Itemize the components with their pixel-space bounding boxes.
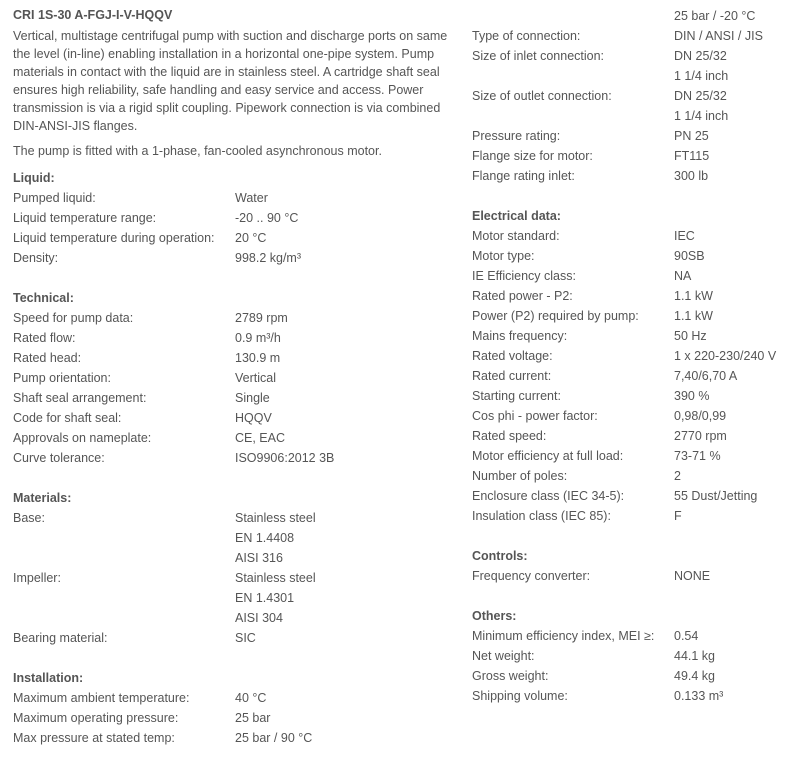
spec-value: CE, EAC [235, 431, 286, 445]
spec-value: 1 x 220-230/240 V [674, 349, 777, 363]
spec-label: Cos phi - power factor: [472, 409, 598, 423]
spec-value: 49.4 kg [674, 669, 716, 683]
spec-value: 90SB [674, 249, 705, 263]
spec-label: Curve tolerance: [13, 451, 105, 465]
spec-label: Gross weight: [472, 669, 549, 683]
spec-value: 1.1 kW [674, 289, 713, 303]
spec-value: 300 lb [674, 169, 709, 183]
spec-label: Rated flow: [13, 331, 76, 345]
spec-label: Insulation class (IEC 85): [472, 509, 611, 523]
spec-value: IEC [674, 229, 695, 243]
spec-label: Enclosure class (IEC 34-5): [472, 489, 625, 503]
spec-value: DN 25/32 [674, 49, 727, 63]
spec-label: Net weight: [472, 649, 535, 663]
spec-value: ISO9906:2012 3B [235, 451, 335, 465]
spec-label: Flange rating inlet: [472, 169, 575, 183]
spec-value: PN 25 [674, 129, 709, 143]
spec-value: 1 1/4 inch [674, 69, 729, 83]
section-heading-installation: Installation: [13, 671, 84, 685]
spec-label: Code for shaft seal: [13, 411, 122, 425]
spec-label: Minimum efficiency index, MEI ≥: [472, 629, 655, 643]
spec-label: Maximum operating pressure: [13, 711, 179, 725]
spec-value: EN 1.4408 [235, 531, 295, 545]
spec-label: Size of outlet connection: [472, 89, 612, 103]
spec-value: EN 1.4301 [235, 591, 295, 605]
spec-label: IE Efficiency class: [472, 269, 576, 283]
motor-note: The pump is fitted with a 1-phase, fan-cooled asynchronous motor. [13, 144, 382, 158]
spec-value: Stainless steel [235, 571, 316, 585]
spec-value: 25 bar [235, 711, 271, 725]
section-heading-controls: Controls: [472, 549, 528, 563]
spec-value: 0.54 [674, 629, 699, 643]
spec-value: 25 bar / 90 °C [235, 731, 313, 745]
spec-value: 73-71 % [674, 449, 721, 463]
spec-label: Frequency converter: [472, 569, 591, 583]
spec-label: Rated power - P2: [472, 289, 573, 303]
spec-value: F [674, 509, 682, 523]
spec-label: Motor standard: [472, 229, 560, 243]
spec-label: Liquid temperature range: [13, 211, 157, 225]
spec-label: Motor type: [472, 249, 535, 263]
spec-label: Rated head: [13, 351, 82, 365]
spec-value: FT115 [674, 149, 710, 163]
spec-label: Pump orientation: [13, 371, 111, 385]
spec-value: -20 .. 90 °C [235, 211, 299, 225]
spec-label: Size of inlet connection: [472, 49, 605, 63]
spec-label: Shipping volume: [472, 689, 568, 703]
spec-value: 2 [674, 469, 681, 483]
spec-label: Flange size for motor: [472, 149, 593, 163]
spec-value: DN 25/32 [674, 89, 727, 103]
spec-value: 998.2 kg/m³ [235, 251, 302, 265]
spec-value: NONE [674, 569, 711, 583]
product-title: CRI 1S-30 A-FGJ-I-V-HQQV [13, 8, 173, 22]
spec-label: Number of poles: [472, 469, 568, 483]
spec-label: Impeller: [13, 571, 61, 585]
spec-value: DIN / ANSI / JIS [674, 29, 763, 43]
spec-label: Liquid temperature during operation: [13, 231, 215, 245]
spec-value: 50 Hz [674, 329, 707, 343]
section-heading-materials: Materials: [13, 491, 72, 505]
spec-label: Approvals on nameplate: [13, 431, 152, 445]
spec-value: 0,98/0,99 [674, 409, 727, 423]
spec-value: 20 °C [235, 231, 267, 245]
spec-value: 25 bar / -20 °C [674, 9, 756, 23]
spec-label: Base: [13, 511, 45, 525]
spec-value: 55 Dust/Jetting [674, 489, 758, 503]
spec-label: Power (P2) required by pump: [472, 309, 639, 323]
section-heading-others: Others: [472, 609, 517, 623]
spec-value: Vertical [235, 371, 276, 385]
spec-value: 40 °C [235, 691, 267, 705]
spec-label: Rated current: [472, 369, 552, 383]
spec-value: Water [235, 191, 268, 205]
spec-label: Rated speed: [472, 429, 547, 443]
spec-value: NA [674, 269, 692, 283]
spec-value: AISI 316 [235, 551, 283, 565]
spec-label: Starting current: [472, 389, 561, 403]
spec-value: 1.1 kW [674, 309, 713, 323]
section-heading-technical: Technical: [13, 291, 74, 305]
spec-value: 0.9 m³/h [235, 331, 281, 345]
spec-value: 390 % [674, 389, 710, 403]
spec-label: Type of connection: [472, 29, 581, 43]
spec-value: AISI 304 [235, 611, 283, 625]
spec-value: 7,40/6,70 A [674, 369, 738, 383]
spec-value: 1 1/4 inch [674, 109, 729, 123]
spec-value: 2770 rpm [674, 429, 727, 443]
spec-label: Pumped liquid: [13, 191, 96, 205]
spec-label: Density: [13, 251, 59, 265]
spec-value: 0.133 m³ [674, 689, 724, 703]
spec-value: HQQV [235, 411, 272, 425]
spec-value: 2789 rpm [235, 311, 288, 325]
spec-value: 130.9 m [235, 351, 281, 365]
spec-value: Stainless steel [235, 511, 316, 525]
spec-value: Single [235, 391, 270, 405]
spec-label: Rated voltage: [472, 349, 553, 363]
spec-label: Maximum ambient temperature: [13, 691, 190, 705]
spec-value: SIC [235, 631, 256, 645]
spec-value: 44.1 kg [674, 649, 716, 663]
spec-label: Motor efficiency at full load: [472, 449, 624, 463]
spec-label: Shaft seal arrangement: [13, 391, 147, 405]
spec-label: Pressure rating: [472, 129, 561, 143]
spec-label: Mains frequency: [472, 329, 568, 343]
spec-label: Max pressure at stated temp: [13, 731, 175, 745]
section-heading-liquid: Liquid: [13, 171, 55, 185]
product-description: Vertical, multistage centrifugal pump with suction and discharge ports on same the level (in-line) enabling installation in a horizontal one-pipe system. Pump materials in contact with the liquid are in stainless steel. A cartridge shaft seal ensures high reliability, safe handling and easy service and access. Power transmission is via a rigid split coupling. Pipework connection is via combined DIN-ANSI-JIS flanges. [13, 29, 448, 133]
spec-label: Bearing material: [13, 631, 108, 645]
spec-label: Speed for pump data: [13, 311, 134, 325]
section-heading-electrical: Electrical data: [472, 209, 561, 223]
